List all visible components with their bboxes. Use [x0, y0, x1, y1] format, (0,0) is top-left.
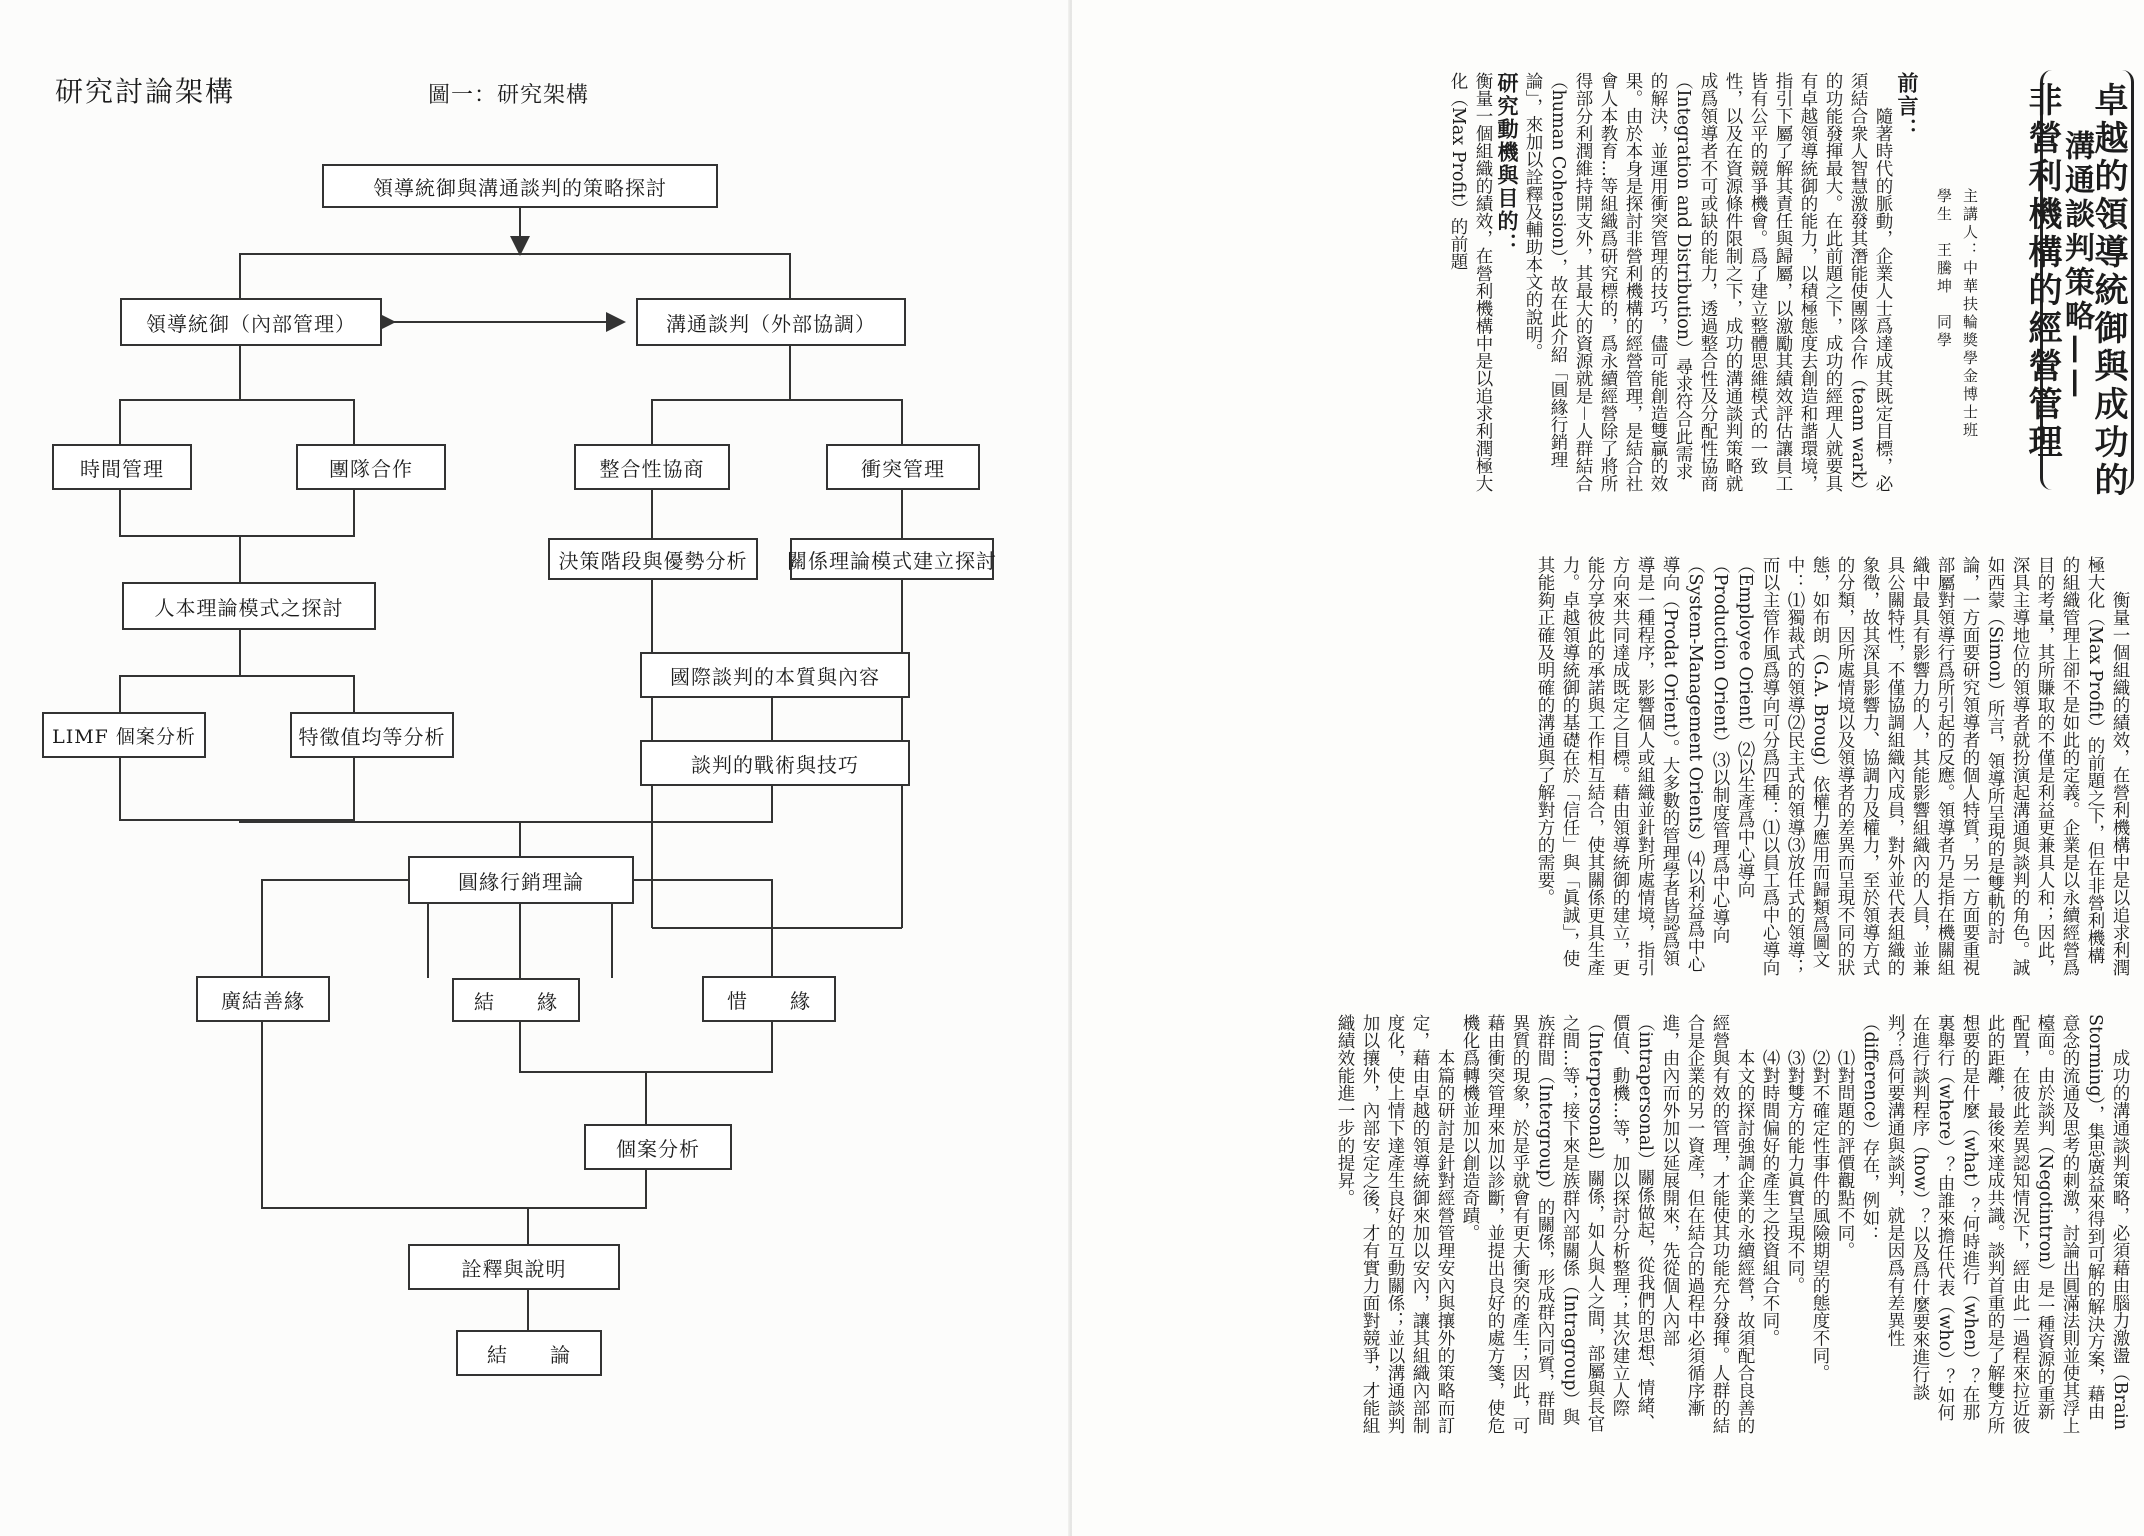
- article-title-line1: 卓越的領導統御與成功的: [2088, 82, 2128, 500]
- node-integration: 整合性協商: [574, 444, 730, 490]
- node-limf: LIMF 個案分析: [42, 712, 206, 758]
- connector: [652, 400, 902, 444]
- paragraph-motive-start: 衡量一個組織的績效，在營利機構中是以追求利潤極大化（Max Profit）的前題: [1448, 72, 1493, 492]
- node-case-analysis: 個案分析: [584, 1124, 732, 1170]
- article-title-line3: 非營利機構的經營管理: [2022, 82, 2062, 462]
- list-item-1: ⑴對問題的評價觀點不同。: [1835, 1049, 1855, 1259]
- node-negotiation: 溝通談判（外部協調）: [636, 298, 906, 346]
- connector: [240, 786, 772, 822]
- node-traits: 特徵值均等分析: [290, 712, 454, 758]
- node-tactics: 談判的戰術與技巧: [640, 740, 910, 786]
- connector-root-branches: [240, 254, 790, 298]
- node-interpretation: 詮釋與說明: [408, 1244, 620, 1290]
- article-title-line2: 溝通談判策略——: [2059, 130, 2094, 402]
- node-teamwork: 團隊合作: [296, 444, 446, 490]
- paragraph-negotiation: 成功的溝通談判策略，必須藉由腦力激盪（Brain Storming），集思廣益來得到可解的解決方案，藉由意念的流通及思考的刺激，討論出圓滿法則並使其浮上檯面。由於談判（Negotintron）是一種資源的重新配置，在彼此差異認知情況下，經由此一過程來拉近彼此的距離，最後來達成共識。談判首重的是了解雙方所想要的是什麼（what）？何時進行（when）？在那裏舉行（where）？由誰來擔任代表（who）？如何在進行談判程序（how）？以及爲什麼要來進行談判？爲何要溝通與談判，就是因爲有差異性（difference）存在，例如：: [1860, 1014, 2130, 1434]
- node-leadership: 領導統御（內部管理）: [120, 298, 382, 346]
- connector: [520, 1022, 772, 1072]
- connector: [120, 490, 354, 536]
- connector: [120, 676, 354, 712]
- figure-caption: 圖一：研究架構: [428, 83, 590, 108]
- node-international: 國際談判的本質與內容: [640, 652, 910, 698]
- paragraph-sustainable: 本文的探討強調企業的永續經營，故須配合良善的經營與有效的管理，才能使其功能充分發揮。人群的結合是企業的另一資產，但在結合的過程中必須循序漸進，由內而外加以延展開來，先從個人內部（intrapersonal）關係做起，從我們的思想、情緒、價值、動機…等，加以探討分析整理；其次建立人際（Interpersonal）關係，如人與人之間，部屬與長官之間…等；接下來是族群內部關係（Intragroup）與族群間（Intergroup）的關係，形成群內同質，群間異質的現象，於是乎就會有更大衝突的產生；因此，可藉由衝突管理來加以診斷，並提出良好的處方箋，使危機化爲轉機並加以創造奇蹟。: [1460, 1014, 1755, 1434]
- list-item-3: ⑶對雙方的能力眞實呈現不同。: [1785, 1049, 1805, 1294]
- node-humanistic: 人本理論模式之探討: [122, 582, 376, 630]
- node-guang: 廣結善緣: [196, 976, 330, 1022]
- node-time-management: 時間管理: [52, 444, 192, 490]
- paragraph-preface: 隨著時代的脈動，企業人士爲達成其既定目標，必須結合衆人智慧激發其潛能使團隊合作（team wark）的功能發揮最大。在此前題之下，成功的經理人就要具有卓越領導統御的能力，以積極態度去創造和諧環境，指引下屬了解其責任與歸屬，以激勵其績效評估讓員工皆有公平的競爭機會。爲了建立整體思維模式的一致性，以及在資源條件限制之下，成功的溝通談判策略就成爲領導者不可或缺的能力，透過整合性及分配性協商（Integration and Distribution）尋求符合此需求的解決，並運用衝突管理的技巧，儘可能創造雙贏的效果。由於本身是探討非營利機構的經營管理，是結合社會人本教育…等組織爲研究標的，爲永續經營除了將所得部分利潤維持開支外，其最大的資源就是－人群結合（human Cohension），故在此介紹「圓緣行銷理論」，來加以詮釋及輔助本文的說明。: [1523, 72, 1893, 492]
- node-conclusion: 結 論: [456, 1330, 602, 1376]
- text-column-bottom: [1156, 1014, 2132, 1434]
- connector: [120, 758, 354, 820]
- node-jie: 結 緣: [452, 978, 580, 1022]
- paragraph-leadership: 衡量一個組織的績效，在營利機構中是以追求利潤極大化（Max Profit）的前題之下，但在非營利機構的組織管理上卻不是如此的定義。企業是以永續經營爲目的考量，其所賺取的不僅是利益更兼具人和；因此，深具主導地位的領導者就扮演起溝通與談判的角色。誠如西蒙（Simon）所言，領導所呈現的是雙軌的討論，一方面要研究領導者的個人特質，另一方面要重視部屬對領導行爲所引起的反應。領導者乃是指在機關組織中最具有影響力的人，其能影響組織內的人員，並兼具公關特性，不僅協調組織內成員，對外並代表組織的象徵，故其深具影響力、協調力及權力，至於領導方式的分類，因所處情境以及領導者的差異而呈現不同的狀態，如布朗（G.A. Broug）依權力應用而歸類爲圖文中：⑴獨裁式的領導⑵民主式的領導⑶放任式的領導；而以主管作風爲導向可分爲四種：⑴以員工爲中心導向（Employee Orient）⑵以生產爲中心導向（Production Orient）⑶以制度管理爲中心導向（System-Management Orients）⑷以利益爲中心導向（Prodat Orient）。大多數的管理學者皆認爲領導是一種程序，影響個人或組織並針對所處情境，指引方向來共同達成既定之目標。藉由領導統御的建立，更能分享彼此的承諾與工作相互結合，使其關係更具生產力。卓越領導統御的基礎在於「信任」與「眞誠」，使其能夠正確及明確的溝通與了解對方的需要。: [1535, 556, 2130, 976]
- byline-student: 學生 王騰坤 同學: [1935, 188, 1953, 350]
- node-root: 領導統御與溝通談判的策略探討: [322, 164, 718, 208]
- connector: [262, 1022, 646, 1208]
- list-item-2: ⑵對不確定性事件的風險期望的態度不同。: [1810, 1049, 1830, 1382]
- node-yuanyuan-theory: 圓緣行銷理論: [408, 856, 634, 904]
- node-decision: 決策階段與優勢分析: [548, 538, 758, 580]
- page-title: 研究討論架構: [55, 75, 236, 108]
- connector: [262, 880, 408, 976]
- connector: [120, 400, 354, 444]
- text-column-middle: [1156, 556, 2132, 976]
- byline-speaker: 主講人：中華扶輪獎學金博士班: [1961, 188, 1979, 440]
- text-column-top: [1150, 72, 1920, 492]
- node-xi: 惜 緣: [702, 976, 836, 1022]
- heading-motive: 研究動機與目的：: [1495, 72, 1520, 256]
- right-page: [1072, 0, 2144, 1536]
- heading-preface: 前言：: [1895, 72, 1920, 141]
- paragraph-strategy: 本篇的研討是針對經營管理安內與攘外的策略而訂定，藉由卓越的領導統御來加以安內，讓其組織內部制度化，使上情下達產生良好的互動關係；並以溝通談判加以攘外，內部安定之後，才有實力面對競爭，才能組織績效能進一步的提昇。: [1335, 1014, 1455, 1434]
- node-conflict: 衝突管理: [826, 444, 980, 490]
- node-relation: 關係理論模式建立探討: [790, 538, 994, 580]
- list-item-4: ⑷對時間偏好的產生之投資組合不同。: [1760, 1049, 1780, 1347]
